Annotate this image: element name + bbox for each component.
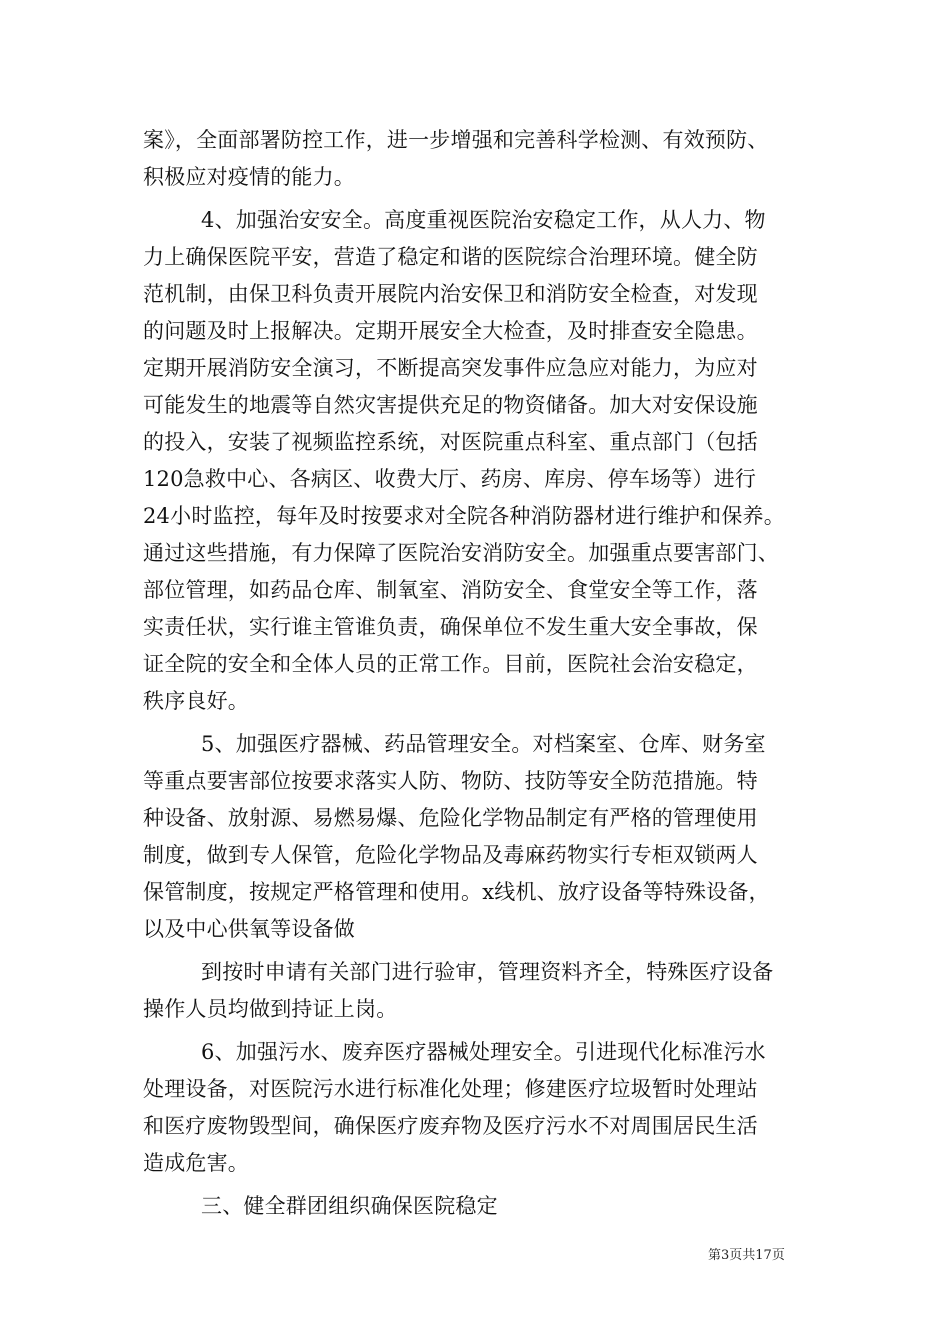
text-line: 范机制，由保卫科负责开展院内治安保卫和消防安全检查，对发现	[143, 282, 758, 306]
paragraph-section-6	[143, 1034, 823, 1182]
text-line: 6、加强污水、废弃医疗器械处理安全。引进现代化标准污水	[201, 1040, 766, 1064]
text-line: 定期开展消防安全演习，不断提高突发事件应急应对能力，为应对	[143, 356, 758, 380]
text-line: 实责任状，实行谁主管谁负责，确保单位不发生重大安全事故，保	[143, 615, 758, 639]
text-line: 通过这些措施，有力保障了医院治安消防安全。加强重点要害部门、	[143, 541, 779, 565]
text-line: 120急救中心、各病区、收费大厅、药房、库房、停车场等）进行	[143, 467, 757, 491]
text-line: 24小时监控，每年及时按要求对全院各种消防器材进行维护和保养。	[143, 504, 785, 528]
text-line: 的投入，安装了视频监控系统，对医院重点科室、重点部门（包括	[143, 430, 758, 454]
text-line: 证全院的安全和全体人员的正常工作。目前，医院社会治安稳定，	[143, 652, 758, 676]
text-line: 4、加强治安安全。高度重视医院治安稳定工作，从人力、物	[201, 208, 766, 232]
text-line: 到按时申请有关部门进行验审，管理资料齐全，特殊医疗设备	[201, 960, 774, 984]
paragraph-section-5	[143, 726, 823, 948]
paragraph-section-4	[143, 202, 823, 720]
text-line: 等重点要害部位按要求落实人防、物防、技防等安全防范措施。特	[143, 769, 758, 793]
body-text	[143, 122, 823, 1225]
text-line: 操作人员均做到持证上岗。	[143, 997, 398, 1021]
text-line: 保管制度，按规定严格管理和使用。x线机、放疗设备等特殊设备，	[143, 880, 770, 904]
text-line: 制度，做到专人保管，危险化学物品及毒麻药物实行专柜双锁两人	[143, 843, 758, 867]
text-line: 种设备、放射源、易燃易爆、危险化学物品制定有严格的管理使用	[143, 806, 758, 830]
text-line: 力上确保医院平安，营造了稳定和谐的医院综合治理环境。健全防	[143, 245, 758, 269]
text-line: 部位管理，如药品仓库、制氧室、消防安全、食堂安全等工作，落	[143, 578, 758, 602]
paragraph-continuation	[143, 954, 823, 1028]
text-line: 可能发生的地震等自然灾害提供充足的物资储备。加大对安保设施	[143, 393, 758, 417]
text-line: 处理设备，对医院污水进行标准化处理；修建医疗垃圾暂时处理站	[143, 1077, 758, 1101]
text-line: 以及中心供氧等设备做	[143, 917, 355, 941]
text-line: 秩序良好。	[143, 689, 249, 713]
text-line: 积极应对疫情的能力。	[143, 165, 355, 189]
text-line: 5、加强医疗器械、药品管理安全。对档案室、仓库、财务室	[201, 732, 766, 756]
paragraph-intro	[143, 122, 823, 196]
text-line: 案》，全面部署防控工作，进一步增强和完善科学检测、有效预防、	[143, 128, 769, 152]
text-line: 和医疗废物毁型间，确保医疗废弃物及医疗污水不对周围居民生活	[143, 1114, 758, 1138]
text-line: 的问题及时上报解决。定期开展安全大检查，及时排查安全隐患。	[143, 319, 758, 343]
section-heading: 三、健全群团组织确保医院稳定	[201, 1194, 498, 1218]
page-number: 第3页共17页	[708, 1248, 785, 1263]
text-line: 造成危害。	[143, 1151, 249, 1175]
